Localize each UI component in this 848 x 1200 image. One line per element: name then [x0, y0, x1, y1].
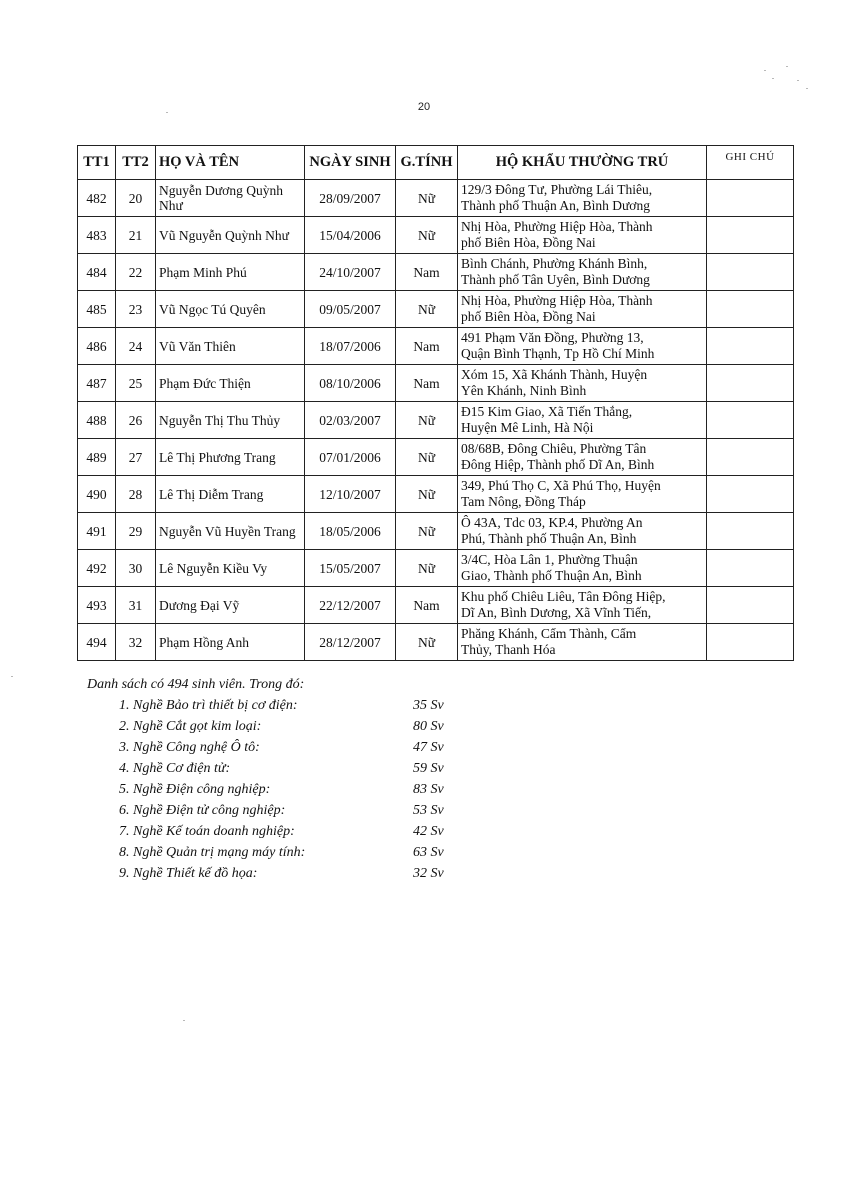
cell-tt1: 484: [78, 254, 116, 291]
cell-address: [458, 476, 707, 513]
cell-name: Phạm Đức Thiện: [156, 365, 305, 402]
cell-name: Lê Thị Diễm Trang: [156, 476, 305, 513]
cell-gender: Nữ: [396, 550, 458, 587]
table-row: [78, 476, 794, 513]
summary-item: [87, 716, 587, 737]
cell-name: Nguyễn Vũ Huyền Trang: [156, 513, 305, 550]
cell-tt2: 20: [116, 180, 156, 217]
table-row: [78, 365, 794, 402]
cell-gender: Nữ: [396, 439, 458, 476]
cell-dob: 07/01/2006: [305, 439, 396, 476]
address-line: Quận Bình Thạnh, Tp Hồ Chí Minh: [461, 346, 655, 361]
scan-speck: [797, 80, 799, 81]
cell-address: [458, 180, 707, 217]
cell-gender: Nữ: [396, 513, 458, 550]
cell-address: [458, 439, 707, 476]
table-row: [78, 291, 794, 328]
address-line: Phú, Thành phố Thuận An, Bình: [461, 531, 637, 546]
cell-name: Nguyễn Dương Quỳnh Như: [156, 180, 305, 217]
address-line: Đ15 Kim Giao, Xã Tiến Thắng,: [461, 404, 633, 419]
cell-tt2: 25: [116, 365, 156, 402]
scan-speck: [772, 78, 774, 79]
header-gender: G.TÍNH: [396, 146, 458, 180]
address-line: Đông Hiệp, Thành phố Dĩ An, Bình: [461, 457, 655, 472]
cell-tt2: 26: [116, 402, 156, 439]
summary-item-count: 35 Sv: [413, 698, 444, 713]
cell-name: Vũ Ngọc Tú Quyên: [156, 291, 305, 328]
cell-name: Phạm Hồng Anh: [156, 624, 305, 661]
cell-address: [458, 254, 707, 291]
cell-tt2: 32: [116, 624, 156, 661]
summary-item-label: 3. Nghề Công nghệ Ô tô:: [119, 740, 260, 755]
summary-item-count: 83 Sv: [413, 782, 444, 797]
cell-gender: Nam: [396, 328, 458, 365]
cell-tt1: 489: [78, 439, 116, 476]
cell-dob: 02/03/2007: [305, 402, 396, 439]
cell-name: Vũ Nguyễn Quỳnh Như: [156, 217, 305, 254]
summary-item: [87, 800, 587, 821]
address-line: Bình Chánh, Phường Khánh Bình,: [461, 256, 648, 271]
cell-note: [707, 550, 794, 587]
header-address: HỘ KHẨU THƯỜNG TRÚ: [458, 146, 707, 180]
cell-dob: 15/05/2007: [305, 550, 396, 587]
summary-item-count: 32 Sv: [413, 866, 444, 881]
cell-note: [707, 513, 794, 550]
scan-speck: [183, 1020, 185, 1021]
address-line: Nhị Hòa, Phường Hiệp Hòa, Thành: [461, 293, 653, 308]
summary-item-count: 80 Sv: [413, 719, 444, 734]
cell-note: [707, 291, 794, 328]
cell-tt2: 30: [116, 550, 156, 587]
cell-tt1: 487: [78, 365, 116, 402]
address-line: 3/4C, Hòa Lân 1, Phường Thuận: [461, 552, 638, 567]
table-row: [78, 550, 794, 587]
cell-note: [707, 328, 794, 365]
scan-speck: [786, 66, 788, 67]
cell-note: [707, 476, 794, 513]
cell-dob: 18/05/2006: [305, 513, 396, 550]
cell-dob: 15/04/2006: [305, 217, 396, 254]
address-line: Xóm 15, Xã Khánh Thành, Huyện: [461, 367, 648, 382]
address-line: phố Biên Hòa, Đồng Nai: [461, 235, 596, 250]
summary-item: [87, 695, 587, 716]
cell-dob: 09/05/2007: [305, 291, 396, 328]
page-number: 20: [417, 101, 431, 113]
summary-item: [87, 863, 587, 884]
summary-item: [87, 821, 587, 842]
address-line: 08/68B, Đông Chiêu, Phường Tân: [461, 441, 647, 456]
address-line: Huyện Mê Linh, Hà Nội: [461, 420, 594, 435]
cell-gender: Nữ: [396, 402, 458, 439]
cell-tt2: 24: [116, 328, 156, 365]
address-line: 491 Phạm Văn Đồng, Phường 13,: [461, 330, 644, 345]
cell-note: [707, 624, 794, 661]
address-line: phố Biên Hòa, Đồng Nai: [461, 309, 596, 324]
cell-tt1: 493: [78, 587, 116, 624]
address-line: Tam Nông, Đồng Tháp: [461, 494, 586, 509]
address-line: Khu phố Chiêu Liêu, Tân Đông Hiệp,: [461, 589, 666, 604]
table-row: [78, 439, 794, 476]
header-note: GHI CHÚ: [707, 146, 794, 180]
cell-note: [707, 180, 794, 217]
address-line: 129/3 Đông Tư, Phường Lái Thiêu,: [461, 182, 653, 197]
table-row: [78, 254, 794, 291]
cell-tt2: 23: [116, 291, 156, 328]
table-row: [78, 513, 794, 550]
scan-speck: [764, 70, 766, 71]
summary-list: [87, 695, 587, 884]
summary-item-count: 59 Sv: [413, 761, 444, 776]
summary-item-label: 5. Nghề Điện công nghiệp:: [119, 782, 271, 797]
cell-tt1: 483: [78, 217, 116, 254]
cell-tt2: 31: [116, 587, 156, 624]
summary-item-count: 42 Sv: [413, 824, 444, 839]
table-row: [78, 217, 794, 254]
summary-item-label: 1. Nghề Bảo trì thiết bị cơ điện:: [119, 698, 298, 713]
header-dob: NGÀY SINH: [305, 146, 396, 180]
cell-name: Vũ Văn Thiên: [156, 328, 305, 365]
summary-intro: Danh sách có 494 sinh viên. Trong đó:: [87, 677, 305, 692]
summary-item-count: 63 Sv: [413, 845, 444, 860]
cell-address: [458, 328, 707, 365]
summary-item-label: 4. Nghề Cơ điện tử:: [119, 761, 231, 776]
cell-dob: 28/09/2007: [305, 180, 396, 217]
cell-gender: Nam: [396, 587, 458, 624]
cell-tt1: 486: [78, 328, 116, 365]
table-row: [78, 328, 794, 365]
table-row: [78, 624, 794, 661]
cell-dob: 24/10/2007: [305, 254, 396, 291]
table-row: [78, 402, 794, 439]
cell-address: [458, 587, 707, 624]
cell-address: [458, 365, 707, 402]
cell-tt2: 29: [116, 513, 156, 550]
cell-gender: Nữ: [396, 217, 458, 254]
address-line: 349, Phú Thọ C, Xã Phú Thọ, Huyện: [461, 478, 661, 493]
cell-name: Dương Đại Vỹ: [156, 587, 305, 624]
summary-item: [87, 779, 587, 800]
summary-item-label: 7. Nghề Kế toán doanh nghiệp:: [119, 824, 295, 839]
cell-address: [458, 550, 707, 587]
summary-item-label: 2. Nghề Cắt gọt kim loại:: [119, 719, 262, 734]
table-body: [78, 180, 794, 661]
cell-gender: Nữ: [396, 180, 458, 217]
student-table: [77, 145, 794, 661]
address-line: Nhị Hòa, Phường Hiệp Hòa, Thành: [461, 219, 653, 234]
cell-name: Phạm Minh Phú: [156, 254, 305, 291]
cell-tt1: 482: [78, 180, 116, 217]
cell-gender: Nữ: [396, 624, 458, 661]
cell-tt1: 490: [78, 476, 116, 513]
address-line: Dĩ An, Bình Dương, Xã Vĩnh Tiến,: [461, 605, 652, 620]
cell-tt2: 28: [116, 476, 156, 513]
table-row: [78, 180, 794, 217]
cell-address: [458, 513, 707, 550]
summary-item-label: 8. Nghề Quản trị mạng máy tính:: [119, 845, 306, 860]
summary-block: [87, 674, 587, 884]
cell-tt1: 485: [78, 291, 116, 328]
header-name: HỌ VÀ TÊN: [156, 146, 305, 180]
cell-tt2: 22: [116, 254, 156, 291]
student-table-container: [77, 145, 793, 661]
cell-name: Nguyễn Thị Thu Thủy: [156, 402, 305, 439]
cell-dob: 18/07/2006: [305, 328, 396, 365]
cell-gender: Nữ: [396, 291, 458, 328]
cell-tt2: 27: [116, 439, 156, 476]
cell-note: [707, 587, 794, 624]
summary-item-label: 6. Nghề Điện tử công nghiệp:: [119, 803, 286, 818]
cell-note: [707, 439, 794, 476]
table-row: [78, 587, 794, 624]
address-line: Thành phố Tân Uyên, Bình Dương: [461, 272, 650, 287]
cell-tt1: 492: [78, 550, 116, 587]
cell-tt1: 488: [78, 402, 116, 439]
cell-address: [458, 291, 707, 328]
cell-dob: 08/10/2006: [305, 365, 396, 402]
scan-speck: [806, 88, 808, 89]
cell-tt1: 491: [78, 513, 116, 550]
summary-item-count: 53 Sv: [413, 803, 444, 818]
address-line: Ô 43A, Tdc 03, KP.4, Phường An: [461, 515, 643, 530]
cell-note: [707, 254, 794, 291]
header-tt1: TT1: [78, 146, 116, 180]
cell-name: Lê Thị Phương Trang: [156, 439, 305, 476]
address-line: Phăng Khánh, Cẩm Thành, Cẩm: [461, 626, 637, 641]
cell-address: [458, 217, 707, 254]
table-header-row: [78, 146, 794, 180]
cell-dob: 12/10/2007: [305, 476, 396, 513]
cell-address: [458, 624, 707, 661]
address-line: Thủy, Thanh Hóa: [461, 642, 556, 657]
cell-dob: 22/12/2007: [305, 587, 396, 624]
summary-item: [87, 758, 587, 779]
cell-note: [707, 402, 794, 439]
summary-item: [87, 842, 587, 863]
cell-gender: Nam: [396, 365, 458, 402]
scan-speck: [166, 112, 168, 113]
cell-note: [707, 365, 794, 402]
cell-dob: 28/12/2007: [305, 624, 396, 661]
address-line: Thành phố Thuận An, Bình Dương: [461, 198, 650, 213]
cell-tt1: 494: [78, 624, 116, 661]
cell-tt2: 21: [116, 217, 156, 254]
summary-item-count: 47 Sv: [413, 740, 444, 755]
cell-gender: Nam: [396, 254, 458, 291]
cell-gender: Nữ: [396, 476, 458, 513]
address-line: Giao, Thành phố Thuận An, Bình: [461, 568, 642, 583]
address-line: Yên Khánh, Ninh Bình: [461, 383, 587, 398]
cell-note: [707, 217, 794, 254]
header-tt2: TT2: [116, 146, 156, 180]
cell-name: Lê Nguyễn Kiều Vy: [156, 550, 305, 587]
scan-speck: [11, 676, 13, 677]
cell-address: [458, 402, 707, 439]
summary-item-label: 9. Nghề Thiết kế đồ họa:: [119, 866, 258, 881]
summary-item: [87, 737, 587, 758]
